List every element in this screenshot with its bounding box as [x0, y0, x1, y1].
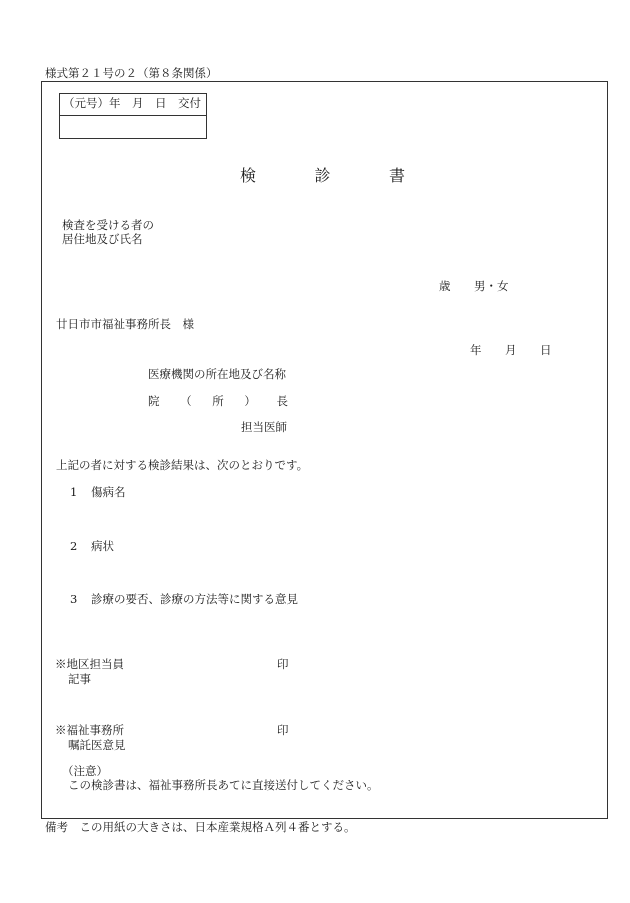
commissioned-doctor-line2: 嘱託医意見 — [68, 738, 126, 752]
results-intro: 上記の者に対する検診結果は、次のとおりです。 — [56, 458, 309, 472]
notes-heading: （注意） — [62, 764, 108, 778]
date-year: 年 — [470, 343, 482, 357]
title-char: 診 — [314, 166, 331, 185]
form-frame — [41, 81, 608, 819]
director-char: 院 — [148, 394, 160, 408]
director-char: 所 — [212, 394, 224, 408]
notes-text: この検診書は、福祉事務所長あてに直接送付してください。 — [68, 778, 379, 792]
district-officer-seal: 印 — [277, 657, 289, 671]
item-label: 病状 — [91, 539, 114, 553]
item-label: 傷病名 — [91, 485, 126, 499]
subject-label-line1: 検査を受ける者の — [62, 218, 154, 232]
title-char: 書 — [388, 166, 405, 185]
gender-options: 男・女 — [474, 279, 509, 293]
document-title — [240, 168, 405, 184]
attending-doctor: 担当医師 — [241, 420, 287, 434]
issue-issued: 交付 — [178, 96, 201, 110]
institution-location-name: 医療機関の所在地及び名称 — [148, 367, 286, 381]
commissioned-doctor-line1: ※福祉事務所 — [55, 723, 124, 737]
director-char: （ — [180, 394, 192, 408]
form-number: 様式第２１号の２（第８条関係） — [45, 66, 218, 80]
item-label: 診療の要否、診療の方法等に関する意見 — [91, 592, 298, 606]
age-unit: 歳 — [439, 279, 451, 293]
addressee: 廿日市市福祉事務所長 様 — [56, 317, 194, 331]
issue-day: 日 — [155, 96, 167, 110]
date-day: 日 — [540, 343, 552, 357]
district-officer-line1: ※地区担当員 — [55, 657, 124, 671]
issue-era: （元号） — [63, 96, 109, 110]
commissioned-doctor-seal: 印 — [277, 723, 289, 737]
institution-director — [148, 396, 288, 408]
issue-year: 年 — [109, 96, 121, 110]
issue-date-entry[interactable] — [60, 116, 205, 136]
director-char: 長 — [276, 394, 288, 408]
item-number: 2 — [70, 539, 78, 553]
subject-label-line2: 居住地及び氏名 — [62, 232, 143, 246]
item-number: 3 — [70, 592, 78, 606]
title-char: 検 — [240, 166, 257, 185]
director-char: ） — [244, 394, 256, 408]
footer-remark: 備考 この用紙の大きさは、日本産業規格Ａ列４番とする。 — [45, 820, 356, 834]
date-month: 月 — [505, 343, 517, 357]
item-number: 1 — [70, 485, 78, 499]
district-officer-line2: 記事 — [68, 672, 91, 686]
issue-month: 月 — [132, 96, 144, 110]
